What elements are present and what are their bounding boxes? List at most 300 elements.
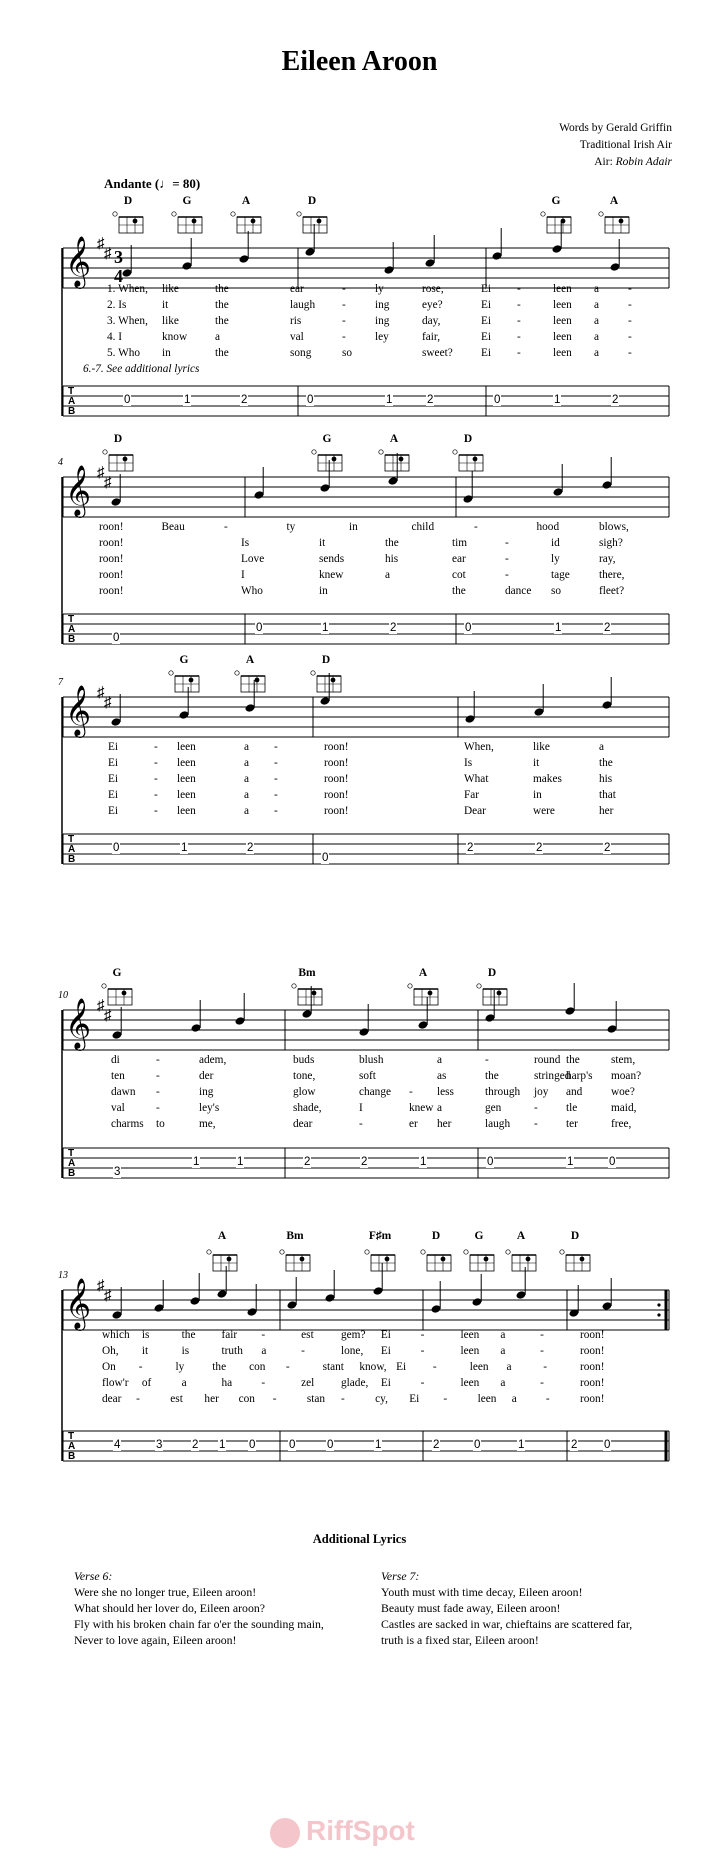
lyric-syllable: Is: [464, 757, 473, 769]
lyric-syllable: a: [385, 569, 391, 581]
lyric-syllable: like: [162, 315, 179, 327]
lyric-syllable: dear: [102, 1393, 122, 1405]
lyric-syllable: Is: [241, 537, 250, 549]
lyric-syllable: a: [500, 1377, 506, 1389]
lyric-syllable: cy,: [375, 1393, 388, 1405]
lyric-syllable: a: [594, 315, 600, 327]
lyric-syllable: a: [215, 331, 221, 343]
chord-name: D: [113, 433, 123, 445]
lyric-syllable: day,: [422, 315, 441, 327]
lyric-syllable: roon!: [99, 537, 124, 549]
lyric-syllable: roon!: [324, 773, 349, 785]
chord-name: D: [431, 1230, 441, 1242]
lyric-syllable: Ei: [380, 1345, 391, 1357]
lyric-syllable: -: [224, 521, 228, 533]
lyric-syllable: -: [540, 1377, 544, 1389]
chord-name: Bm: [286, 1230, 304, 1242]
lyric-syllable: Ei: [481, 347, 492, 359]
tab-fret-number: 0: [124, 394, 131, 406]
lyric-syllable: -: [628, 283, 632, 295]
lyric-syllable: it: [141, 1345, 149, 1357]
lyric-syllable: roon!: [99, 585, 124, 597]
tab-clef-icon: B: [68, 634, 76, 645]
lyric-syllable: a: [437, 1102, 443, 1114]
treble-clef-icon: 𝄞: [65, 236, 92, 287]
lyric-syllable: -: [485, 1054, 489, 1066]
lyric-syllable: roon!: [99, 521, 124, 533]
lyric-syllable: -: [154, 805, 158, 817]
key-sharp-icon: ♯: [97, 1278, 105, 1294]
verse-6-line: Were she no longer true, Eileen aroon!: [74, 1585, 257, 1599]
lyric-syllable: a: [244, 757, 250, 769]
tab-fret-number: 2: [241, 394, 248, 406]
lyric-syllable: fair: [221, 1329, 238, 1341]
time-signature-top: 3: [114, 247, 123, 267]
tab-fret-number: 0: [256, 622, 263, 634]
verse-7-label: Verse 7:: [381, 1569, 420, 1583]
chord-name: G: [474, 1230, 484, 1242]
lyric-syllable: ly: [175, 1361, 185, 1373]
lyric-syllable: -: [261, 1329, 266, 1341]
lyric-syllable: On: [102, 1361, 116, 1373]
lyric-syllable: What: [464, 773, 489, 785]
lyric-syllable: -: [545, 1393, 550, 1405]
lyric-syllable: zel: [301, 1377, 315, 1389]
tab-fret-number: 0: [327, 1439, 334, 1451]
lyric-syllable: roon!: [580, 1393, 605, 1405]
lyric-syllable: blush: [359, 1054, 384, 1066]
lyric-syllable: know,: [359, 1361, 387, 1373]
chord-name: A: [217, 1230, 227, 1242]
lyric-syllable: Ei: [481, 283, 492, 295]
lyric-syllable: knew: [319, 569, 344, 581]
key-sharp-icon: ♯: [104, 1008, 112, 1024]
lyric-syllable: tle: [566, 1102, 578, 1114]
chord-name: G: [322, 433, 332, 445]
lyric-syllable: a: [244, 773, 250, 785]
chord-name: A: [516, 1230, 526, 1242]
lyric-syllable: ing: [199, 1086, 214, 1098]
lyric-syllable: in: [533, 789, 542, 801]
measure-number: 10: [58, 990, 68, 1001]
lyric-syllable: to: [156, 1118, 165, 1130]
lyric-syllable: leen: [177, 773, 196, 785]
lyric-syllable: her: [599, 805, 614, 817]
lyric-syllable: -: [517, 299, 521, 311]
lyric-syllable: roon!: [324, 741, 349, 753]
lyric-syllable: roon!: [324, 789, 349, 801]
lyric-syllable: I: [359, 1102, 363, 1114]
lyric-syllable: her: [204, 1393, 219, 1405]
lyric-syllable: Ei: [481, 299, 492, 311]
lyric-syllable: -: [274, 773, 278, 785]
lyric-syllable: knew: [409, 1102, 434, 1114]
lyric-syllable: leen: [177, 789, 196, 801]
tab-fret-number: 2: [604, 622, 611, 634]
lyric-syllable: ten: [111, 1070, 125, 1082]
lyric-syllable: -: [628, 299, 632, 311]
lyric-syllable: of: [141, 1377, 152, 1389]
lyric-syllable: dawn: [111, 1086, 136, 1098]
lyric-syllable: -: [420, 1377, 425, 1389]
tab-fret-number: 0: [289, 1439, 296, 1451]
lyric-syllable: a: [599, 741, 605, 753]
tab-clef-icon: T: [68, 1148, 75, 1159]
lyric-syllable: the: [212, 1361, 227, 1373]
lyric-syllable: leen: [177, 741, 196, 753]
lyric-syllable: -: [274, 805, 278, 817]
lyric-syllable: Far: [464, 789, 480, 801]
time-signature-bottom: 4: [114, 266, 123, 286]
tab-fret-number: 0: [249, 1439, 256, 1451]
chord-name: Bm: [298, 967, 316, 979]
lyric-syllable: dance: [505, 585, 532, 597]
measure-number: 7: [58, 677, 63, 688]
key-sharp-icon: ♯: [104, 695, 112, 711]
tab-clef-icon: B: [68, 1168, 76, 1179]
lyric-syllable: -: [534, 1102, 538, 1114]
lyric-syllable: the: [215, 299, 229, 311]
lyric-syllable: a: [500, 1329, 506, 1341]
tab-fret-number: 0: [307, 394, 314, 406]
riffspot-logo-icon: [270, 1818, 300, 1848]
lyric-syllable: dear: [293, 1118, 313, 1130]
key-sharp-icon: ♯: [97, 685, 105, 701]
air-name: Robin Adair: [615, 156, 672, 168]
lyric-syllable: -: [154, 741, 158, 753]
lyric-syllable: a: [500, 1345, 506, 1357]
lyric-syllable: a: [244, 741, 250, 753]
chord-name: A: [241, 195, 251, 207]
lyric-syllable: ha: [221, 1377, 233, 1389]
lyric-syllable: the: [485, 1070, 499, 1082]
additional-lyrics-title: Additional Lyrics: [312, 1532, 407, 1546]
lyric-syllable: his: [385, 553, 399, 565]
verse-7-line: Beauty must fade away, Eileen aroon!: [381, 1601, 561, 1615]
lyric-syllable: ter: [566, 1118, 578, 1130]
lyric-syllable: 2. Is: [107, 299, 127, 311]
lyric-syllable: Ei: [409, 1393, 420, 1405]
chord-name: D: [123, 195, 133, 207]
lyric-syllable: Dear: [464, 805, 486, 817]
lyric-syllable: -: [156, 1086, 160, 1098]
tab-clef-icon: A: [68, 1158, 76, 1169]
verse-6: [74, 1568, 324, 1648]
lyric-syllable: sigh?: [599, 537, 623, 549]
lyric-syllable: the: [599, 757, 613, 769]
lyric-syllable: were: [533, 805, 555, 817]
tab-clef-icon: A: [68, 396, 76, 407]
lyric-syllable: adem,: [199, 1054, 227, 1066]
lyric-syllable: -: [543, 1361, 547, 1373]
lyric-syllable: so: [551, 585, 562, 597]
lyric-syllable: ear: [290, 283, 304, 295]
lyric-syllable: as: [437, 1070, 447, 1082]
lyric-syllable: it: [533, 757, 540, 769]
lyric-syllable: tage: [551, 569, 570, 581]
lyric-syllable: -: [274, 741, 278, 753]
lyric-syllable: -: [517, 331, 521, 343]
lyric-syllable: er: [409, 1118, 418, 1130]
tab-fret-number: 2: [304, 1156, 311, 1168]
lyric-syllable: which: [102, 1329, 130, 1341]
tab-clef-icon: A: [68, 1441, 76, 1452]
tab-fret-number: 2: [390, 622, 397, 634]
lyric-syllable: leen: [460, 1345, 480, 1357]
key-sharp-icon: ♯: [97, 998, 105, 1014]
lyric-syllable: -: [540, 1329, 544, 1341]
tab-fret-number: 0: [609, 1156, 616, 1168]
lyric-syllable: a: [261, 1345, 267, 1357]
measure-number: 4: [58, 457, 63, 468]
lyric-syllable: the: [566, 1054, 580, 1066]
lyric-syllable: a: [244, 789, 250, 801]
tab-fret-number: 2: [433, 1439, 440, 1451]
lyric-syllable: song: [290, 347, 312, 359]
song-title: Eileen Aroon: [281, 46, 438, 77]
lyric-syllable: hood: [536, 521, 560, 533]
chord-name: G: [179, 654, 189, 666]
lyric-syllable: soft: [359, 1070, 376, 1082]
lyric-syllable: a: [506, 1361, 512, 1373]
lyric-syllable: Ei: [108, 789, 119, 801]
lyric-syllable: Beau: [161, 521, 185, 533]
lyric-syllable: woe?: [611, 1086, 635, 1098]
lyric-syllable: her: [437, 1118, 452, 1130]
tab-fret-number: 4: [114, 1439, 121, 1451]
verse-6-line: What should her lover do, Eileen aroon?: [74, 1601, 265, 1615]
lyric-syllable: glade,: [341, 1377, 369, 1389]
lyric-syllable: -: [274, 789, 278, 801]
chord-name: F♯m: [368, 1230, 392, 1242]
lyric-syllable: eye?: [422, 299, 443, 311]
chord-name: A: [389, 433, 399, 445]
lyric-syllable: ear: [452, 553, 466, 565]
verse-7-line: truth is a fixed star, Eileen aroon!: [381, 1633, 539, 1647]
lyric-syllable: leen: [177, 805, 196, 817]
lyric-syllable: leen: [469, 1361, 489, 1373]
tab-clef-icon: T: [68, 386, 75, 397]
lyric-syllable: buds: [293, 1054, 315, 1066]
lyric-syllable: When,: [464, 741, 494, 753]
verse-7-line: Castles are sacked in war, chieftains are scattered far,: [381, 1617, 633, 1631]
lyric-syllable: con: [238, 1393, 255, 1405]
lyric-syllable: -: [443, 1393, 448, 1405]
tab-fret-number: 3: [156, 1439, 163, 1451]
lyric-syllable: fleet?: [599, 585, 625, 597]
lyric-syllable: in: [319, 585, 328, 597]
lyric-syllable: -: [138, 1361, 143, 1373]
lyric-syllable: -: [517, 315, 521, 327]
lyric-syllable: -: [409, 1086, 413, 1098]
lyric-syllable: leen: [553, 347, 572, 359]
treble-clef-icon: 𝄞: [65, 998, 92, 1049]
lyric-syllable: leen: [477, 1393, 497, 1405]
lyric-syllable: a: [594, 283, 600, 295]
lyric-syllable: id: [551, 537, 560, 549]
lyric-syllable: ley: [375, 331, 389, 343]
lyric-syllable: der: [199, 1070, 214, 1082]
tab-clef-icon: A: [68, 624, 76, 635]
lyric-syllable: glow: [293, 1086, 316, 1098]
chord-name: D: [570, 1230, 580, 1242]
lyric-syllable: -: [534, 1118, 538, 1130]
lyric-syllable: there,: [599, 569, 625, 581]
lyric-syllable: roon!: [99, 569, 124, 581]
tab-clef-icon: T: [68, 614, 75, 625]
chord-name: G: [182, 195, 192, 207]
lyric-syllable: Who: [241, 585, 263, 597]
tab-fret-number: 2: [467, 842, 474, 854]
lyric-syllable: the: [215, 347, 229, 359]
lyric-syllable: -: [505, 553, 509, 565]
lyric-syllable: like: [162, 283, 179, 295]
lyric-syllable: -: [517, 283, 521, 295]
lyric-syllable: moan?: [611, 1070, 642, 1082]
lyric-syllable: tone,: [293, 1070, 316, 1082]
lyric-syllable: the: [452, 585, 466, 597]
lyric-syllable: Ei: [108, 741, 119, 753]
lyric-syllable: a: [181, 1377, 187, 1389]
lyric-syllable: Ei: [481, 315, 492, 327]
chord-name: G: [112, 967, 122, 979]
lyric-syllable: 5. Who: [107, 347, 141, 359]
tab-fret-number: 2: [427, 394, 434, 406]
lyric-syllable: -: [432, 1361, 437, 1373]
tab-fret-number: 0: [487, 1156, 494, 1168]
lyric-syllable: roon!: [580, 1345, 605, 1357]
lyric-syllable: Ei: [380, 1377, 391, 1389]
lyric-syllable: -: [285, 1361, 290, 1373]
tab-clef-icon: T: [68, 1431, 75, 1442]
lyric-syllable: it: [162, 299, 169, 311]
lyric-syllable: me,: [199, 1118, 216, 1130]
tab-fret-number: 2: [612, 394, 619, 406]
lyric-syllable: ly: [375, 283, 384, 295]
tab-fret-number: 1: [181, 842, 188, 854]
lyric-syllable: is: [141, 1329, 150, 1341]
lyric-syllable: -: [505, 569, 509, 581]
lyric-syllable: cot: [452, 569, 466, 581]
lyric-syllable: -: [628, 331, 632, 343]
lyric-syllable: joy: [534, 1086, 549, 1098]
tab-fret-number: 2: [571, 1439, 578, 1451]
key-sharp-icon: ♯: [104, 475, 112, 491]
tab-fret-number: 1: [555, 622, 562, 634]
lyric-syllable: that: [599, 789, 616, 801]
verse-6-line: Never to love again, Eileen aroon!: [74, 1633, 237, 1647]
tab-fret-number: 1: [386, 394, 393, 406]
measure-number: 13: [58, 1270, 68, 1281]
lyric-syllable: Ei: [481, 331, 492, 343]
tab-fret-number: 2: [361, 1156, 368, 1168]
tab-fret-number: 0: [494, 394, 501, 406]
lyric-syllable: est: [301, 1329, 314, 1341]
lyric-syllable: -: [154, 757, 158, 769]
lyric-syllable: Ei: [108, 773, 119, 785]
lyric-syllable: his: [599, 773, 613, 785]
lyric-syllable: leen: [553, 315, 572, 327]
lyric-syllable: -: [341, 1393, 345, 1405]
lyric-syllable: -: [420, 1329, 425, 1341]
tab-fret-number: 2: [192, 1439, 199, 1451]
lyric-syllable: a: [244, 805, 250, 817]
lyric-syllable: Ei: [108, 757, 119, 769]
riffspot-logo[interactable]: [270, 1815, 415, 1848]
lyric-syllable: flow'r: [102, 1377, 129, 1389]
tab-fret-number: 1: [375, 1439, 382, 1451]
tab-fret-number: 1: [193, 1156, 200, 1168]
lyric-syllable: I: [241, 569, 245, 581]
tab-fret-number: 1: [554, 394, 561, 406]
lyric-syllable: rose,: [422, 283, 444, 295]
lyric-syllable: ty: [286, 521, 296, 533]
lyric-syllable: a: [437, 1054, 443, 1066]
lyric-syllable: -: [156, 1054, 160, 1066]
lyric-syllable: con: [249, 1361, 266, 1373]
lyric-syllable: and: [566, 1086, 583, 1098]
lyric-syllable: stan: [306, 1393, 326, 1405]
key-sharp-icon: ♯: [97, 465, 105, 481]
chord-name: D: [321, 654, 331, 666]
lyric-syllable: makes: [533, 773, 562, 785]
key-sharp-icon: ♯: [97, 236, 105, 252]
lyric-syllable: in: [349, 521, 358, 533]
lyric-syllable: -: [505, 537, 509, 549]
verse-7: [381, 1568, 632, 1648]
lyric-syllable: -: [517, 347, 521, 359]
lyric-syllable: stringed: [534, 1070, 571, 1082]
lyric-syllable: so: [342, 347, 353, 359]
lyric-syllable: -: [156, 1070, 160, 1082]
chord-name: A: [418, 967, 428, 979]
lyric-syllable: -: [272, 1393, 277, 1405]
lyric-syllable: ley's: [199, 1102, 220, 1114]
lyric-syllable: tim: [452, 537, 468, 549]
tab-clef-icon: T: [68, 834, 75, 845]
lyric-syllable: -: [342, 299, 346, 311]
lyric-syllable: the: [385, 537, 399, 549]
tradition-credit: Traditional Irish Air: [579, 139, 672, 151]
lyric-syllable: leen: [460, 1377, 480, 1389]
lyric-syllable: truth: [221, 1345, 243, 1357]
lyric-syllable: laugh: [290, 299, 316, 311]
tab-fret-number: 1: [420, 1156, 427, 1168]
lyric-syllable: stem,: [611, 1054, 636, 1066]
lyric-syllable: a: [594, 299, 600, 311]
tab-fret-number: 0: [113, 842, 120, 854]
lyric-syllable: Ei: [380, 1329, 391, 1341]
lyric-syllable: -: [301, 1345, 305, 1357]
lyric-syllable: a: [511, 1393, 517, 1405]
words-credit: Words by Gerald Griffin: [559, 122, 672, 134]
lyric-syllable: laugh: [485, 1118, 511, 1130]
air-credit: Air: Robin Adair: [594, 156, 672, 168]
lyric-syllable: val: [290, 331, 304, 343]
lyric-syllable: is: [181, 1345, 190, 1357]
lyric-syllable: blows,: [599, 521, 629, 533]
tab-fret-number: 0: [474, 1439, 481, 1451]
verse-6-line: Fly with his broken chain far o'er the sounding main,: [74, 1617, 324, 1631]
lyric-syllable: the: [215, 283, 229, 295]
tab-fret-number: 2: [247, 842, 254, 854]
lyric-syllable: the: [181, 1329, 196, 1341]
verse-7-line: Youth must with time decay, Eileen aroon!: [381, 1585, 583, 1599]
chord-name: A: [609, 195, 619, 207]
lyric-syllable: roon!: [324, 757, 349, 769]
lyric-syllable: it: [319, 537, 326, 549]
lyric-syllable: like: [533, 741, 550, 753]
